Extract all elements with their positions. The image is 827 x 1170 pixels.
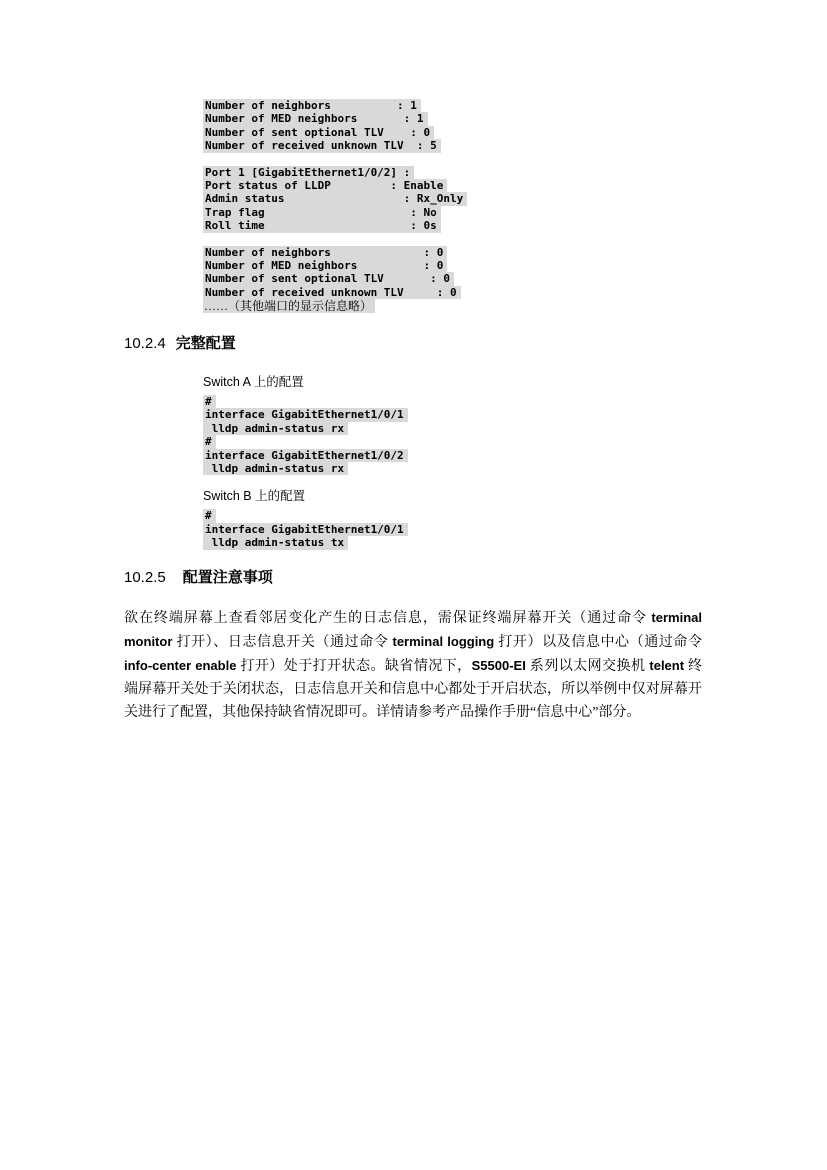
notes-text: 系列以太网交换机	[525, 659, 650, 674]
switch-a-config-section	[203, 395, 827, 475]
notes-text: 打开）以及信息中心（通过命令	[494, 634, 703, 650]
section-number: 10.2.5	[124, 568, 166, 586]
code-line	[203, 523, 827, 536]
command-keyword: telent	[649, 658, 685, 673]
notes-text: 打开）、日志信息开关（通过命令	[172, 634, 393, 650]
notes-text: 欲在终端屏幕上查看邻居变化产生的日志信息，需保证终端屏幕开关（通过命令	[124, 610, 652, 626]
configuration-notes-paragraph	[124, 606, 702, 725]
notes-text: 终端屏幕开关处于关闭状态，日志信息开关和信息中心都处于开启状态，所以举例中仅对屏幕开关进行了配置，其他保持缺省情况即可。详情请参考产品操作手册“信息中心”部分。	[124, 659, 703, 721]
command-keyword: terminal logging	[392, 633, 495, 649]
code-line	[203, 272, 827, 285]
code-line	[203, 395, 827, 408]
code-line	[203, 449, 827, 462]
code-line-text: #	[203, 435, 216, 448]
code-line	[203, 192, 827, 205]
section-heading-10-2-5	[124, 569, 827, 587]
section-title: 完整配置	[175, 335, 236, 353]
section-title: 配置注意事项	[182, 568, 273, 586]
switch-a-config-label: Switch A 上的配置	[203, 375, 304, 390]
code-line-text: Port status of LLDP : Enable	[203, 179, 447, 192]
code-line-text: #	[203, 395, 216, 408]
code-line	[203, 536, 827, 549]
lldp-port-status-block	[203, 166, 827, 233]
code-line-text: Port 1 [GigabitEthernet1/0/2] :	[203, 166, 414, 179]
output-omitted-note	[203, 299, 827, 313]
code-line	[203, 99, 827, 112]
lldp-port-statistics-block-2	[203, 246, 827, 314]
switch-b-config-label: Switch B 上的配置	[203, 489, 306, 504]
code-line-text: interface GigabitEthernet1/0/1	[203, 523, 408, 536]
code-line-text: Number of MED neighbors : 1	[203, 112, 428, 125]
notes-text: 打开）处于打开状态。缺省情况下，	[236, 659, 472, 674]
code-line-text: interface GigabitEthernet1/0/2	[203, 449, 408, 462]
code-line-text: Number of neighbors : 1	[203, 99, 421, 112]
code-line-text: Number of received unknown TLV : 0	[203, 286, 461, 299]
code-line-text: Number of sent optional TLV : 0	[203, 126, 434, 139]
code-line-text: #	[203, 509, 216, 522]
code-line-text: Number of neighbors : 0	[203, 246, 447, 259]
code-line-text: Number of MED neighbors : 0	[203, 259, 447, 272]
switch-a-config-block	[203, 395, 827, 475]
code-line-text: lldp admin-status rx	[203, 422, 348, 435]
code-line-text: lldp admin-status rx	[203, 462, 348, 475]
code-line	[203, 112, 827, 125]
code-line-text: Roll time : 0s	[203, 219, 441, 232]
code-line	[203, 206, 827, 219]
code-line	[203, 422, 827, 435]
code-line	[203, 166, 827, 179]
code-line-text: Trap flag : No	[203, 206, 441, 219]
lldp-display-output-section	[203, 99, 827, 313]
command-keyword: info-center enable	[124, 658, 237, 673]
code-line-text: Number of received unknown TLV : 5	[203, 139, 441, 152]
code-line	[203, 126, 827, 139]
code-line	[203, 246, 827, 259]
code-line-text: interface GigabitEthernet1/0/1	[203, 408, 408, 421]
lldp-port-statistics-block-1	[203, 99, 827, 153]
code-line	[203, 435, 827, 448]
section-number: 10.2.4	[124, 335, 166, 353]
code-line	[203, 509, 827, 522]
code-line-text: lldp admin-status tx	[203, 536, 348, 549]
switch-b-config-section	[203, 509, 827, 549]
code-line-text: Admin status : Rx_Only	[203, 192, 467, 205]
code-line	[203, 259, 827, 272]
code-line	[203, 286, 827, 299]
code-line	[203, 219, 827, 232]
switch-b-config-block	[203, 509, 827, 549]
command-keyword: terminal monitor	[124, 609, 702, 649]
code-line	[203, 408, 827, 421]
product-name: S5500-EI	[471, 658, 526, 673]
code-line-text: Number of sent optional TLV : 0	[203, 272, 454, 285]
code-line	[203, 462, 827, 475]
code-line	[203, 179, 827, 192]
code-line	[203, 139, 827, 152]
output-omitted-note-text: ……（其他端口的显示信息略）	[203, 299, 375, 313]
section-heading-10-2-4	[124, 335, 827, 353]
